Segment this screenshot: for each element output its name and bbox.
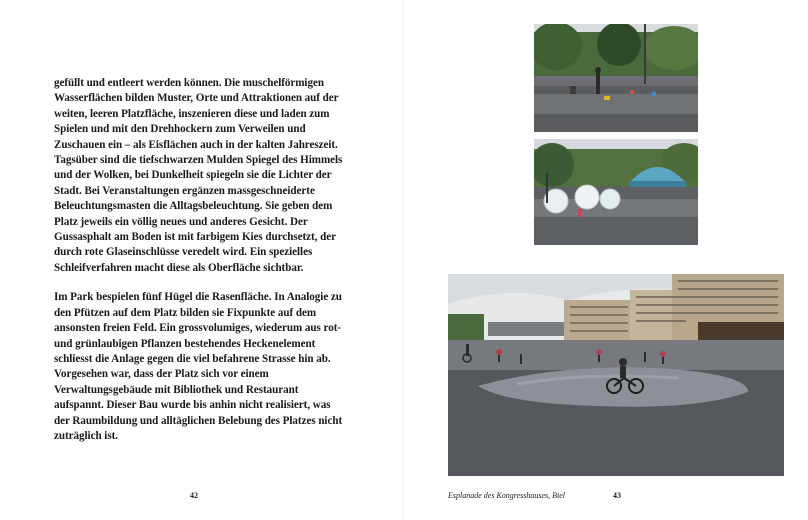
photo-caption: Esplanade des Kongresshauses, Biel — [448, 491, 566, 500]
photo-cyclist-puddle — [448, 274, 784, 476]
gutter — [403, 0, 404, 520]
page-number-left: 42 — [190, 491, 198, 500]
photo-plaza-trees — [534, 24, 698, 132]
photo-water-balls-image — [534, 139, 698, 245]
body-text — [54, 76, 344, 458]
paragraph-2: Im Park bespielen fünf Hügel die Rasenfläche. In Analogie zu den Pfützen auf dem Platz bilden sie Fixpunkte auf dem ansonsten freien Feld. Ein grossvolumiges, wiederum aus rot- und grünlaubigen Pflanzen bestehendes Heckenelement schliesst die Anlage gegen die viel befahrene Strasse hin ab. Vorgesehen war, dass der Platz sich vor einem Verwaltungsgebäude mit Bibliothek und Restaurant aufspannt. Dieser Bau wurde bis anhin nicht realisiert, was der Raumbildung und alltäglichen Belebung des Platzes nicht zuträglich ist. — [54, 291, 343, 442]
photo-water-balls — [534, 139, 698, 245]
page-number-right: 43 — [613, 491, 621, 500]
photo-cyclist-puddle-image — [448, 274, 784, 476]
photo-plaza-trees-image — [534, 24, 698, 132]
paragraph-1: gefüllt und entleert werden können. Die muschelförmigen Wasserflächen bilden Muster, Orte und Attraktionen auf der weiten, leeren Platzfläche, inszenieren diese und laden zum Spielen und mit den Drehhockern zum Verweilen und Zuschauen ein – als Eisflächen auch in der kalten Jahreszeit. Tagsüber sind die tiefschwarzen Mulden Spiegel des Himmels und der Wolken, bei Dunkelheit spiegeln sie die Lichter der Stadt. Bei Veranstaltungen ergänzen massgeschneiderte Beleuchtungsmasten die Alltagsbeleuchtung. Sie geben dem Platz jeweils ein völlig neues und anderes Gesicht. Der Gussasphalt am Boden ist mit farbigem Kies durchsetzt, der durch rote Glaseinschlüsse veredelt wird. Ein spezielles Schleifverfahren macht diese als Oberfläche sichtbar. — [54, 77, 343, 274]
